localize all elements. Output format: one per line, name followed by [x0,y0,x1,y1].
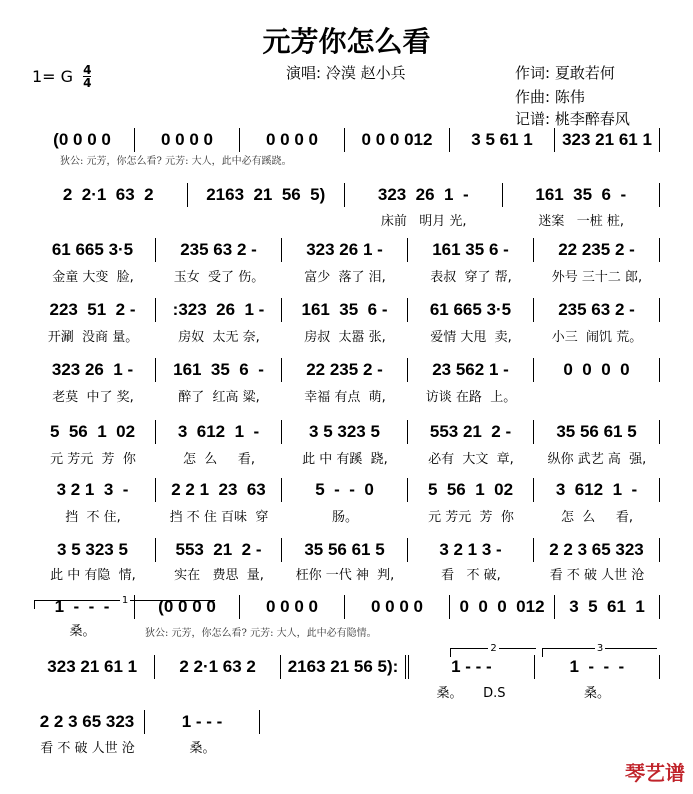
measure: 0 0 0 012 [345,128,450,152]
measure: 553 21 2 - [408,420,534,444]
measure: 23 562 1 - [408,358,534,382]
lyric: 挡 不 住 百味 穿 [169,510,269,525]
notation-line [30,655,660,679]
lyrics-line [30,326,660,345]
site-logo: 琴艺谱 [625,761,685,785]
lyric [555,620,660,639]
lyric: 必有 大文 章, [428,452,514,467]
lyric: 此 中 有隐 情, [50,568,136,583]
lyric: 桑。 [69,624,96,639]
lyric: 金童 大变 脸, [52,270,134,285]
notation-line [30,595,660,619]
lyrics-line [30,737,260,756]
lyric: 床前 明月 光, [380,214,467,229]
lyric: 看 不 破, [441,568,501,583]
measure: 161 35 6 - [503,183,661,207]
lyric [188,210,346,229]
lyric [135,620,240,639]
volta-3-label: 3 [596,643,604,654]
measure: 3 5 323 5 [30,538,156,562]
time-bottom: 4 [83,76,92,90]
measure: 161 35 6 - [408,238,534,262]
lyrics-line [30,682,660,701]
time-signature [83,64,91,89]
measure: 0 0 0 0 [345,595,450,619]
lyric: 幸福 有点 萌, [304,390,386,405]
measure: (0 0 0 0 [135,595,240,619]
lyric [282,682,408,701]
measure: 323 26 1 - [345,183,503,207]
lyric: 富少 落了 泪, [304,270,386,285]
measure: 323 21 61 1 [555,128,660,152]
lyric: 实在 费思 量, [174,568,264,583]
lyric: 元 芳元 芳 你 [428,510,514,525]
measure: 1 - - - [535,655,660,679]
measure: 3 5 61 1 [450,128,555,152]
song-title: 元芳你怎么看 [262,25,431,58]
measure: 161 35 6 - [282,298,408,322]
measure: 2 2·1 63 2 [30,183,188,207]
time-top: 4 [83,63,92,77]
lyric [534,386,660,405]
lyric: 访谈 在路 上。 [425,390,517,405]
lyric [240,620,345,639]
measure: 3 612 1 - [156,420,282,444]
notation-line [30,238,660,262]
lyric: 外号 三十二 郎, [551,270,643,285]
measure: 22 235 2 - [282,358,408,382]
lyric [30,682,156,701]
measure: 323 21 61 1 [30,655,155,679]
measure: 235 63 2 - [534,298,660,322]
lyric: 老莫 中了 奖, [52,390,134,405]
notation-line [30,183,660,207]
measure: 161 35 6 - [156,358,282,382]
measure: 3 5 323 5 [282,420,408,444]
lyrics-line [30,448,660,467]
lyric: 枉你 一代 神 判, [295,568,395,583]
notation-line [30,420,660,444]
lyric: 小三 闹饥 荒。 [551,330,643,345]
notation-line [30,710,260,734]
measure: 3 5 61 1 [555,595,660,619]
lyric: 爱情 大甩 卖, [430,330,512,345]
lyric: 此 中 有蹊 跷, [302,452,388,467]
measure: 61 665 3·5 [408,298,534,322]
measure: 35 56 61 5 [534,420,660,444]
lyrics-line [30,564,660,583]
lyric: 迷案 一桩 桩, [538,214,625,229]
measure: 3 2 1 3 - [30,478,156,502]
key-signature [32,64,91,89]
measure: 5 56 1 02 [408,478,534,502]
measure: 2163 21 56 5) [188,183,346,207]
measure: 1 - - - [409,655,534,679]
lyric: 看 不 破 人世 沧 [40,741,135,756]
lyrics-line [30,266,660,285]
lyric [30,210,188,229]
lyric: 桑。 D.S [436,686,506,701]
measure: 2163 21 56 5): [281,655,409,679]
measure: (0 0 0 0 [30,128,135,152]
lyrics-line [30,386,660,405]
notation-line [30,358,660,382]
lyric [450,620,555,639]
lyric: 挡 不 住, [65,510,121,525]
lyric: 怎 么 看, [182,452,256,467]
measure: 323 26 1 - [282,238,408,262]
lyricist-credit: 作词: 夏敢若何 [515,64,615,82]
measure: 1 - - - [30,595,135,619]
lyric [345,620,450,639]
measure: 3 2 1 3 - [408,538,534,562]
lyric: 表叔 穿了 帮, [430,270,512,285]
lyric: 桑。 [583,686,610,701]
lyrics-line [30,210,660,229]
measure: 2 2 3 65 323 [534,538,660,562]
measure: 323 26 1 - [30,358,156,382]
measure: 2 2 3 65 323 [30,710,145,734]
key-label: 1= G [32,67,74,86]
lyric: 房叔 太嚣 张, [304,330,386,345]
measure: 553 21 2 - [156,538,282,562]
lyric: 桑。 [189,741,216,756]
singer-credit: 演唱: 冷漠 赵小兵 [286,64,406,82]
measure: 0 0 0 0 [534,358,660,382]
lyrics-line [30,620,660,639]
lyric: 看 不 破 人世 沧 [549,568,645,583]
measure: 3 612 1 - [534,478,660,502]
lyric: 醉了 红高 粱, [178,390,260,405]
dialog-text-2: 狄公: 元芳，你怎么看? 元芳: 大人，此中必有隐情。 [145,628,377,639]
lyric: 元 芳元 芳 你 [50,452,136,467]
measure: 0 0 0 0 [240,128,345,152]
measure: 5 56 1 02 [30,420,156,444]
dialog-text-1: 狄公: 元芳，你怎么看? 元芳: 大人，此中必有蹊跷。 [60,156,292,167]
notation-line [30,298,660,322]
notation-line [30,478,660,502]
lyric: 玉女 受了 伤。 [173,270,265,285]
measure: 35 56 61 5 [282,538,408,562]
measure: 0 0 0 0 [135,128,240,152]
measure: 2 2·1 63 2 [155,655,280,679]
lyric: 房奴 太无 奈, [178,330,260,345]
measure: 5 - - 0 [282,478,408,502]
notation-line [30,128,660,152]
measure: 223 51 2 - [30,298,156,322]
volta-2-label: 2 [490,643,497,654]
lyrics-line [30,506,660,525]
volta-1-label: 1 [121,595,129,606]
lyric [156,682,282,701]
lyric: 纵你 武艺 高 强, [547,452,647,467]
lyric: 开涮 没商 量。 [47,330,139,345]
measure: 0 0 0 0 [240,595,345,619]
measure: :323 26 1 - [156,298,282,322]
measure: 1 - - - [145,710,260,734]
measure: 2 2 1 23 63 [156,478,282,502]
lyric: 肠。 [331,510,358,525]
measure: 0 0 0 012 [450,595,555,619]
measure: 235 63 2 - [156,238,282,262]
measure: 61 665 3·5 [30,238,156,262]
lyric: 怎 么 看, [560,510,634,525]
measure: 22 235 2 - [534,238,660,262]
transcriber-credit: 记谱: 桃李醉春风 [515,110,630,128]
notation-line [30,538,660,562]
composer-credit: 作曲: 陈伟 [515,88,585,106]
